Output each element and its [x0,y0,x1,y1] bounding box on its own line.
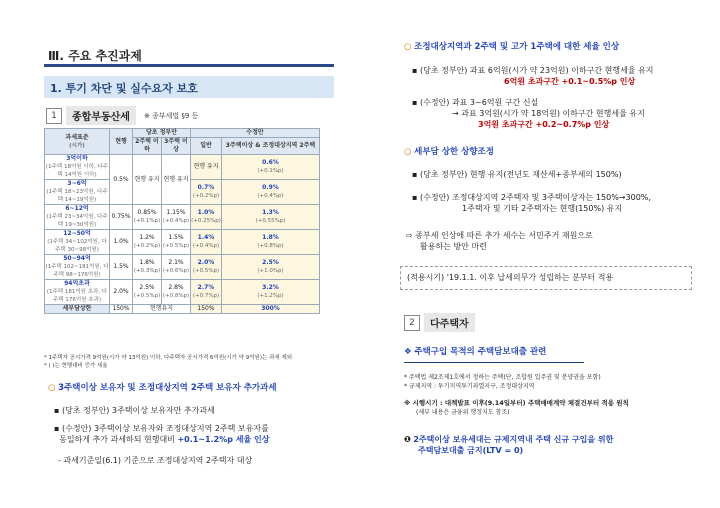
th-plan-3above: 3주택 이상 [162,138,191,155]
cap-label: 세부담상한 [45,305,110,314]
right-arrow-note: ⇨ 종부세 인상에 따른 추가 세수는 서민주거 재원으로 활용하는 방안 마련 [406,231,593,251]
apply-date-box [400,266,692,290]
box-label: 종합부동산세 [66,106,136,125]
cell-plan-2below: 0.85% (+0.1%p) [133,205,162,230]
cell-current: 2.0% [110,280,133,305]
cap-special: 300% [222,305,320,314]
cell-rev-special: 2.5% (+1.0%p) [222,255,320,280]
tax-rate-table [44,128,320,314]
right-bullet-1: ▪ (당초 정부안) 과표 6억원(시가 약 23억원) 이하구간 현행세율 유지 6억원 초과구간 +0.1~0.5%p 인상 [412,66,654,86]
left-bullet-2: ▪ (수정안) 3주택이상 보유자와 조정대상지역 2주택 보유자를 동일하게 추가 과세하되 현행대비 +0.1~1.2%p 세율 인상 [54,424,270,444]
table-notes [44,354,344,370]
right-heading-3: ❖ 주택구입 목적의 주택담보대출 관련 [404,347,547,357]
cell-base: 12~50억 (1주택 34~102억원, 다주택 30~98억원) [45,230,110,255]
cell-current: 1.5% [110,255,133,280]
th-base: 과세표준 (시가) [45,129,110,155]
apply-date-text: (적용시기) '19.1.1. 이후 납세의무가 성립하는 분부터 적용 [407,273,614,282]
cap-general: 150% [191,305,222,314]
th-rev-general: 일반 [191,138,222,155]
cell-base: 3~6억 (1주택 18~23억원, 다주택 14~19억원) [46,180,108,203]
cell-base: 6~12억 (1주택 23~34억원, 다주택 19~30억원) [46,205,108,228]
section-title: Ⅲ. 주요 추진과제 [48,49,142,63]
right-heading-1: ○ 조정대상지역과 2주택 및 고가 1주택에 대한 세율 인상 [404,42,620,52]
cell-plan-2below: 1.2% (+0.2%p) [133,230,162,255]
circle-bullet-icon: ○ [48,383,56,393]
cell-plan-3above: 현행 유지 [162,155,191,205]
cell-plan-3above: 2.8% (+0.8%p) [162,280,191,305]
cell-rev-general: 1.0% (+0.25%p) [191,205,222,230]
cell-rev-general: 1.4% (+0.4%p) [191,230,222,255]
right-bullet-4: ▪ (수정안) 조정대상지역 2주택자 및 3주택이상자는 150%→300%, 1주택자 및 기타 2주택자는 현행(150%) 유지 [412,193,651,213]
box-number: 2 [404,315,420,331]
cell-base: 3억이하 (1주택 18억원 이하, 다주택 14억원 이하) [45,155,109,178]
table-row [45,205,320,230]
cell-plan-2below: 2.5% (+0.5%p) [133,280,162,305]
table-row [45,255,320,280]
cell-rev-special: 1.8% (+0.8%p) [222,230,320,255]
right-heading-2: ○ 세부담 상한 상향조정 [404,147,494,157]
box-label: 다주택자 [424,313,475,332]
box-number: 1 [46,108,62,124]
th-current: 현행 [110,129,133,155]
table-note: * 1주택자 공시가격 9억원(시가 약 13억원) 이하, 다주택자 공시가격 6억원(시가 약 9억원)는 과세 제외 [44,355,293,361]
cell-rev-special: 1.3% (+0.55%p) [222,205,320,230]
cell-plan-2below: 현행 유지 [133,155,162,205]
cap-current: 150% [110,305,133,314]
th-party-plan: 당초 정부안 [133,129,191,138]
cell-rev-special: 0.6% (+0.1%p) [222,155,320,180]
cell-plan-3above: 2.1% (+0.6%p) [162,255,191,280]
cell-current: 0.75% [110,205,133,230]
cell-rev-special: 3.2% (+1.2%p) [222,280,320,305]
cell-current: 0.5% [110,155,133,205]
section-header [44,46,334,66]
right-notes [404,373,694,391]
left-bullet-3: - 과세기준일(6.1) 기준으로 조정대상지역 2주택자 대상 [58,456,253,465]
cap-plan: 현행유지 [133,305,191,314]
right-bullet-6: ❶ 2주택이상 보유세대는 규제지역내 주택 신규 구입을 위한 주택담보대출 금지(LTV = 0) [404,435,614,455]
subsection-header [44,76,334,98]
cell-rev-general: 0.7% (+0.2%p) [191,180,222,205]
box-title-multi-owner [404,313,475,332]
cell-rev-special: 0.9% (+0.4%p) [222,180,320,205]
circle-bullet-icon: ○ [404,147,412,157]
cell-rev-general: 2.0% (+0.5%p) [191,255,222,280]
subsection-title: 1. 투기 차단 및 실수요자 보호 [50,82,198,95]
circle-bullet-icon: ○ [404,42,412,52]
cell-rev-general: 2.7% (+0.7%p) [191,280,222,305]
law-reference: ※ 종부세법 §9 등 [143,111,199,120]
left-bullet-1: ▪ (당초 정부안) 3주택이상 보유자만 추가과세 [54,406,215,415]
note-line: * 주택법 제2조제1호에서 정하는 주택(단, 조합원 입주권 및 분양권을 포함) [404,374,601,381]
diamond-bullet-icon: ❖ [404,347,412,357]
th-plan-2below: 2주택 이하 [133,138,162,155]
left-heading: ○ 3주택이상 보유자 및 조정대상지역 2주택 보유자 추가과세 [48,383,277,393]
note-line: * 규제지역 : 투기지역투기과열지구, 조정대상지역 [404,383,535,390]
cell-current: 1.0% [110,230,133,255]
cell-base: 94억초과 (1주택 181억원 초과, 다주택 176억원 초과) [45,280,110,305]
table-row [45,155,320,180]
enforcement-note: ※ 시행시기 : 대책발표 이후(9.14일부터) 주택매매계약 체결건부터 적용 원칙 (세부 내용은 금융위 행정지도 참조) [404,399,629,416]
th-rev-3above: 3주택이상 & 조정대상지역 2주택 [222,138,320,155]
cell-base: 50~94억 (1주택 102~181억원, 다주택 98~176억원) [45,255,109,278]
th-revised: 수정안 [191,129,320,138]
section-divider [44,64,334,67]
heading-underline [404,362,584,363]
table-row [45,230,320,255]
right-bullet-3: ▪ (당초 정부안) 현행 유지(전년도 재산세+종부세의 150%) [412,170,622,179]
table-row [45,280,320,305]
table-note: * ( )는 현행대비 증가 세율 [44,363,108,369]
cell-plan-3above: 1.5% (+0.5%p) [162,230,191,255]
box-title-property-tax [46,106,198,125]
cell-plan-2below: 1.8% (+0.3%p) [133,255,162,280]
number-1-icon: ❶ [404,435,411,444]
cell-plan-3above: 1.15% (+0.4%p) [162,205,191,230]
cell-rev-general: 현행 유지 [191,155,222,180]
right-bullet-2: ▪ (수정안) 과표 3~6억원 구간 신설 → 과표 3억원(시가 약 18억원) 이하구간 현행세율 유지 3억원 초과구간 +0.2~0.7%p 인상 [412,98,645,129]
